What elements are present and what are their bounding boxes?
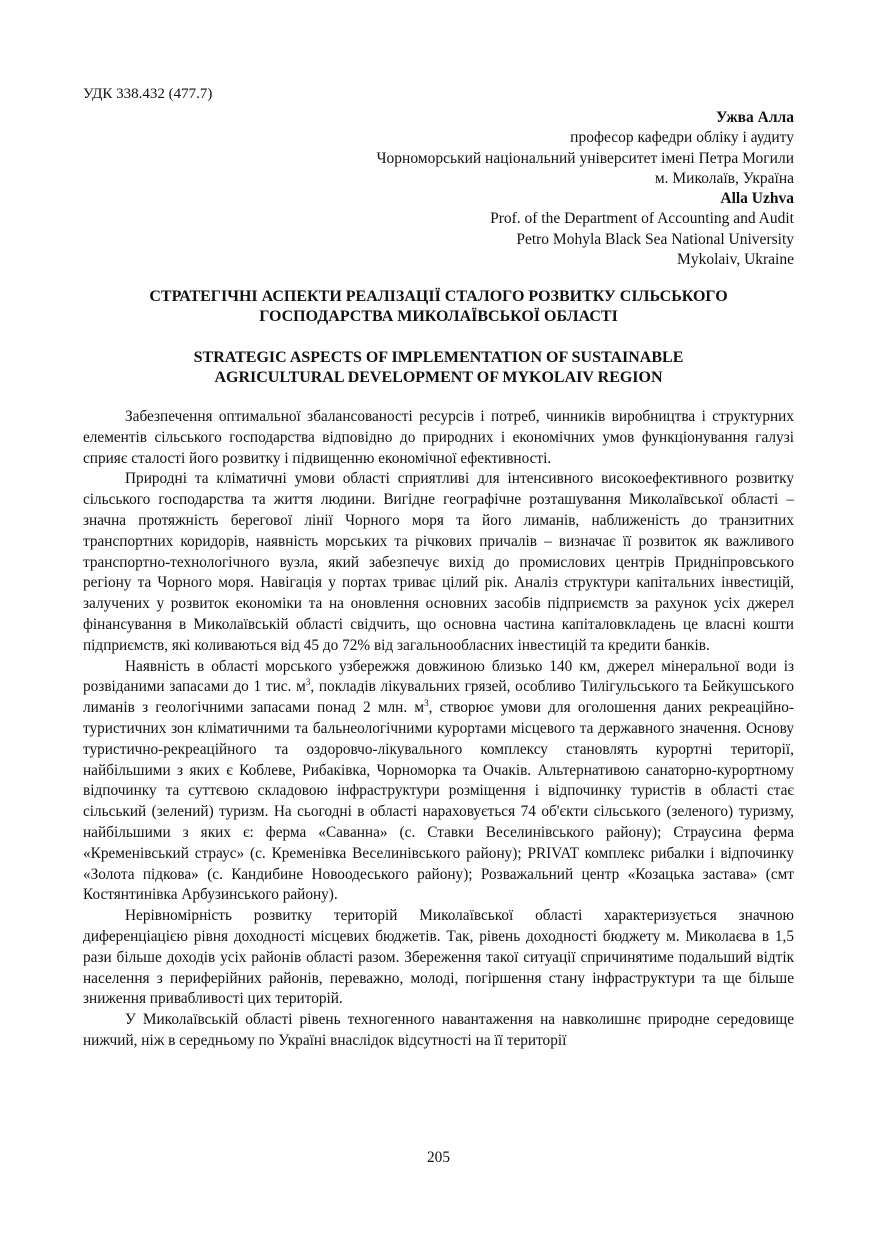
superscript-cubic-2: 3: [424, 698, 429, 709]
author-position-en: Prof. of the Department of Accounting and Audit: [490, 210, 794, 228]
author-city-en: Mykolaiv, Ukraine: [677, 251, 794, 269]
title-ua-line-1: СТРАТЕГІЧНІ АСПЕКТИ РЕАЛІЗАЦІЇ СТАЛОГО РОЗВИТКУ СІЛЬСЬКОГО: [149, 288, 728, 305]
udc-code: УДК 338.432 (477.7): [83, 86, 213, 102]
paragraph-1: Забезпечення оптимальної збалансованості ресурсів і потреб, чинників виробництва і структурних елементів сільського господарства відповідно до природних і економічних умов функціонування галузі сприяє сталості його розвитку і підвищенню економічної ефективності.: [83, 408, 794, 467]
paragraph-5: У Миколаївській області рівень техногенного навантаження на навколишнє природне середовище нижчий, ніж в середньому по Україні внаслідок відсутності на її території: [83, 1011, 794, 1049]
article-title-en: [83, 348, 794, 388]
author-name-en: Alla Uzhva: [720, 190, 794, 208]
author-name-ua: Ужва Алла: [716, 109, 794, 126]
paragraph-3: [83, 657, 794, 907]
author-block: [376, 108, 794, 270]
author-city-ua: м. Миколаїв, Україна: [654, 169, 794, 187]
article-body: [83, 407, 794, 1052]
article-title-ua: [83, 287, 794, 327]
paragraph-2: Природні та кліматичні умови області сприятливі для інтенсивного високоефективного розвитку сільського господарства та життя людини. Вигідне географічне розташування Миколаївської області – значна протяжність берегової лінії Чорного моря та його лиманів, наближеність до транзитних транспортних коридорів, наявність морських та річкових причалів – визначає її розвиток як важливого транспортно-технологічного вузла, який забезпечує вихід до промислових центрів Придніпровського регіону та Чорного моря. Навігація у портах триває цілий рік. Аналіз структури капітальних інвестицій, залучених у розвиток економіки та на оновлення основних засобів підприємств за рахунок усіх джерел фінансування в Миколаївській області свідчить, що основна частина капіталовкладень це власні кошти підприємств, які коливаються від 45 до 72% від загальнообласних інвестицій та кредити банків.: [83, 470, 794, 654]
superscript-cubic-1: 3: [305, 677, 311, 688]
author-position-ua: професор кафедри обліку і аудиту: [570, 129, 794, 147]
title-ua-line-2: ГОСПОДАРСТВА МИКОЛАЇВСЬКОЇ ОБЛАСТІ: [259, 308, 618, 325]
paragraph-3-part-2: , покладів лікувальних грязей, особливо Тилігульського та Бейкушського лиманів з геологічними запасами понад 2 млн. м: [83, 678, 795, 717]
title-en-line-1: STRATEGIC ASPECTS OF IMPLEMENTATION OF SUSTAINABLE: [193, 349, 684, 366]
page-number: 205: [427, 1149, 450, 1166]
paragraph-3-part-1: Наявність в області морського узбережжя довжиною близько 140 км, джерел мінеральної води із розвіданими запасами до 1 тис. м: [83, 657, 794, 696]
author-university-en: Petro Mohyla Black Sea National University: [516, 230, 794, 248]
author-university-ua: Чорноморський національний університет імені Петра Могили: [376, 149, 794, 167]
paragraph-4: Нерівномірність розвитку територій Миколаївської області характеризується значною диференціацією рівня доходності місцевих бюджетів. Так, рівень доходності бюджету м. Миколаєва в 1,5 рази більше доходів усіх районів області разом. Збереження такої ситуації спричинятиме подальший відтік населення з периферійних районів, переважно, молоді, погіршення стану інфраструктури та ще більше зниження привабливості цих територій.: [83, 907, 794, 1008]
paragraph-3-part-3: , створює умови для оголошення даних рекреаційно-туристичних зон кліматичними та бальнеологічними курортами місцевого та державного значення. Основу туристично-рекреаційного та оздоровчо-лікувального комплексу становлять курортні території, найбільшими з яких є Коблеве, Рибаківка, Чорноморка та Очаків. Альтернативою санаторно-курортному відпочинку та суттєвою складовою інфраструктури розміщення і відпочинку туристів в області стає сільський (зелений) туризм. На сьогодні в області нараховується 74 об'єкти сільського (зеленого) туризму, найбільшими з яких є: ферма «Саванна» (с. Ставки Веселинівського району); Страусина ферма «Кременівський страус» (с. Кременівка Веселинівського району); PRIVAT комплекс рибалки і відпочинку «Золота підкова» (с. Кандибине Новоодеського району); Розважальний центр «Козацька застава» (смт Костянтинівка Арбузинського району).: [83, 699, 795, 904]
title-en-line-2: AGRICULTURAL DEVELOPMENT OF MYKOLAIV REGION: [214, 369, 663, 386]
